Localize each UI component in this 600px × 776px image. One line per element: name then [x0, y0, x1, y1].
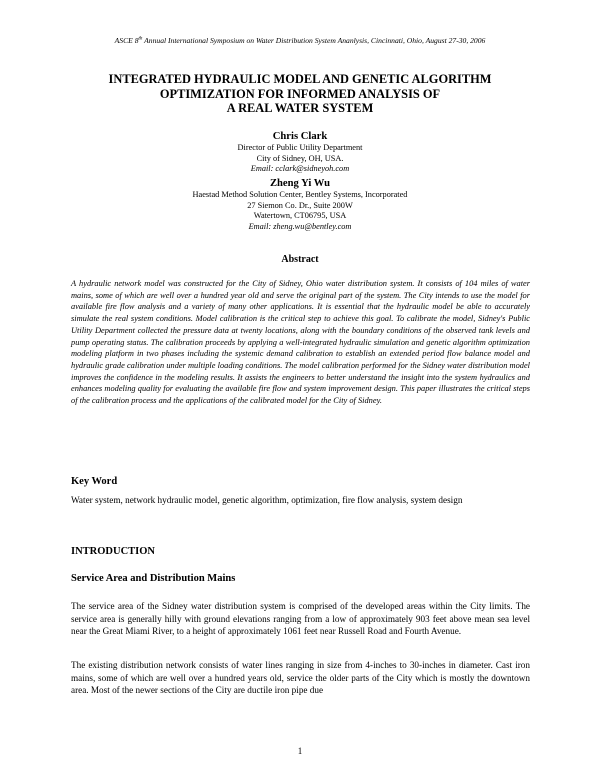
header-suffix: Annual International Symposium on Water Distribution System Ananlysis, Cincinnati, Ohio, August 27-30, 2006: [142, 36, 486, 45]
body-paragraph-2: The existing distribution network consists of water lines ranging in size from 4-inches to 30-inches in diameter. Cast iron mains, some of which are well over a hundred years old, service the older parts of the City which is mostly the downtown area. Most of the newer sections of the City are ductile iron pipe due: [71, 660, 530, 696]
author-affiliation: Director of Public Utility Department: [237, 143, 363, 152]
title-line-2: OPTIMIZATION FOR INFORMED ANALYSIS OF: [159, 86, 441, 101]
author-name: Chris Clark: [272, 131, 328, 142]
author-address: City of Sidney, OH, USA.: [256, 153, 344, 163]
abstract-heading: Abstract: [281, 254, 319, 265]
page-number: 1: [297, 746, 303, 756]
author-name: Zheng Yi Wu: [269, 178, 331, 189]
author-address-line-1: 27 Siemon Co. Dr., Suite 200W: [247, 200, 353, 210]
header-prefix: ASCE 8: [114, 36, 139, 45]
author-address-line-2: Watertown, CT06795, USA: [253, 211, 347, 221]
paper-title: [60, 72, 540, 116]
title-line-1: INTEGRATED HYDRAULIC MODEL AND GENETIC ALGORITHM: [108, 72, 492, 86]
service-area-subheading: Service Area and Distribution Mains: [71, 573, 236, 584]
body-paragraph-1: The service area of the Sidney water distribution system is comprised of the developed areas within the City limits. The service area is generally hilly with ground elevations ranging from a low of approximately 903 feet above mean sea level near the Great Miami River, to a height of approximately 1061 feet near Russell Road and Fourth Avenue.: [71, 601, 530, 637]
introduction-heading: INTRODUCTION: [71, 546, 156, 557]
running-header: [0, 36, 600, 45]
keyword-text: Water system, network hydraulic model, genetic algorithm, optimization, fire flow analysis, system design: [71, 495, 463, 505]
author-email: Email: zheng.wu@bentley.com: [248, 221, 352, 231]
author-block-2: [100, 178, 500, 232]
header-superscript: th: [138, 36, 143, 42]
keyword-heading: Key Word: [71, 476, 118, 487]
author-email: Email: cclark@sidneyoh.com: [250, 164, 350, 174]
abstract-text: A hydraulic network model was constructed for the City of Sidney, Ohio water distribution system. It consists of 104 miles of water mains, some of which are well over a hundred year old and serve the original part of the system. The City intends to use the model for available fire flow analysis and a variety of many other applications. It is essential that the hydraulic model be able to accurately simulate the real system conditions. Model calibration is the critical step to achieve this goal. To calibrate the model, Sidney's Public Utility Department collected the pressure data at twenty locations, along with the boundary conditions of the observed tank levels and pump operating status. The calibration proceeds by applying a well-integrated hydraulic simulation and genetic algorithm optimization modeling platform in two phases including the systemic demand calibration to establish an extended period flow balance model and hydraulic grade calibration under multiple loading conditions. The model calibration performed for the Sidney water distribution model improves the confidence in the modeling results. It assists the engineers to better understand the insight into the system hydraulics and enhances modeling quality for evaluating the available fire flow and system improvement design. This paper illustrates the critical steps of the calibration process and the applications of the calibrated model for the City of Sidney.: [71, 279, 530, 406]
author-affiliation: Haestad Method Solution Center, Bentley Systems, Incorporated: [192, 190, 408, 199]
title-line-3: A REAL WATER SYSTEM: [226, 101, 374, 115]
author-block-1: [100, 131, 500, 175]
